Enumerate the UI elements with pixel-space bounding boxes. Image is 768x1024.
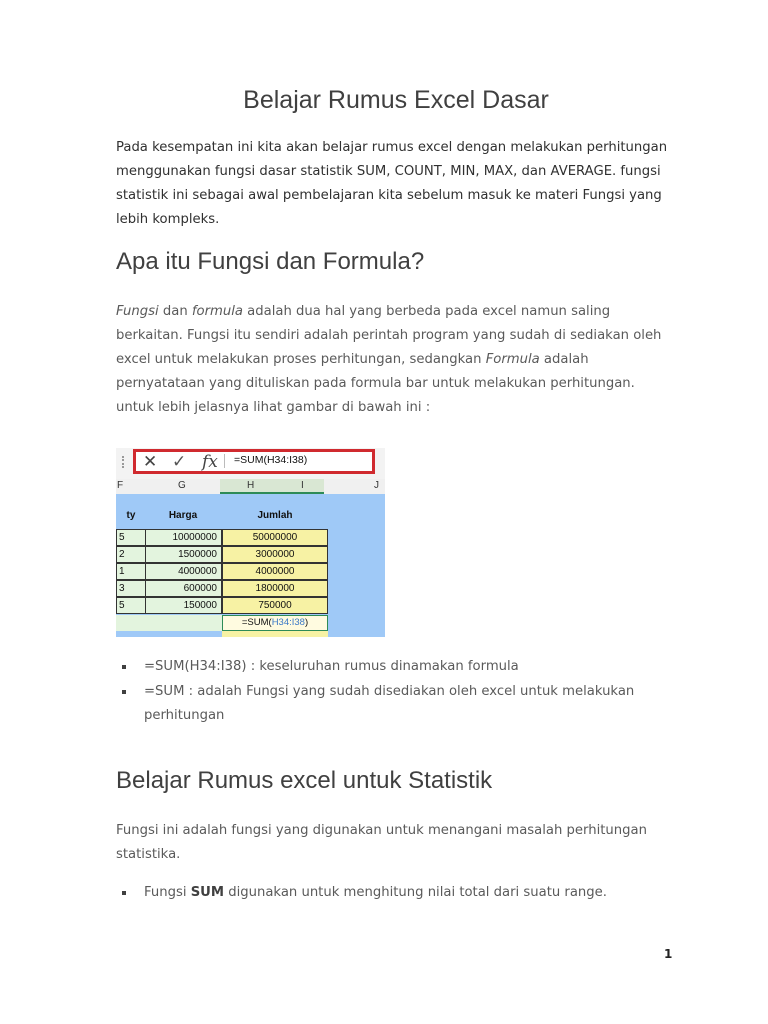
col-header-g: G (178, 480, 186, 491)
col-header-j: J (374, 480, 379, 491)
cell-qty: 5 (116, 529, 146, 546)
bullet-icon (122, 891, 126, 895)
statistik-bullet-list (116, 881, 656, 906)
selected-columns-highlight (220, 479, 324, 494)
page-title: Belajar Rumus Excel Dasar (243, 86, 549, 114)
spreadsheet-grid (116, 494, 385, 637)
word-formula: formula (191, 304, 243, 319)
header-harga: Harga (168, 510, 198, 521)
editing-cell: =SUM(H34:I38) (222, 615, 328, 631)
below-cell (222, 631, 328, 637)
col-header-f: F (117, 480, 124, 491)
section-heading-statistik: Belajar Rumus excel untuk Statistik (116, 767, 493, 794)
excel-screenshot (116, 448, 385, 637)
header-jumlah: Jumlah (257, 510, 293, 521)
cell-harga: 10000000 (145, 529, 222, 546)
statistik-paragraph: Fungsi ini adalah fungsi yang digunakan untuk menangani masalah perhitungan statistika. (116, 823, 647, 862)
list-item: =SUM : adalah Fungsi yang sudah disediakan oleh excel untuk melakukan perhitungan (116, 680, 656, 729)
cell-harga: 600000 (145, 580, 222, 597)
cell-harga: 150000 (145, 597, 222, 614)
list-item: Fungsi SUM digunakan untuk menghitung nilai total dari suatu range. (116, 881, 656, 906)
header-qty: ty (126, 510, 136, 521)
intro-paragraph: Pada kesempatan ini kita akan belajar rumus excel dengan melakukan perhitungan menggunakan fungsi dasar statistik SUM, COUNT, MIN, MAX, dan AVERAGE. fungsi statistik ini sebagai awal pembelajaran kita sebelum masuk ke materi Fungsi yang lebih kompleks. (116, 140, 668, 227)
empty-total-cell (116, 615, 222, 631)
col-header-h: H (247, 480, 255, 491)
cell-qty: 2 (116, 546, 146, 563)
formula-bar (116, 448, 385, 479)
page-number: 1 (664, 947, 673, 961)
cell-jumlah: 1800000 (222, 580, 328, 597)
word-formula-cap: Formula (485, 352, 540, 367)
formula-bullet-list (116, 655, 656, 729)
cell-harga: 4000000 (145, 563, 222, 580)
col-header-i: I (301, 480, 304, 491)
fungsi-formula-paragraph: Fungsi dan formula adalah dua hal yang berbeda pada excel namun saling berkaitan. Fungsi itu sendiri adalah perintah program yang sudah di sediakan oleh excel untuk melakukan proses perhitungan, sedangkan Formula adalah pernyatataan yang dituliskan pada formula bar untuk melakukan perhitungan. untuk lebih jelasnya lihat gambar di bawah ini : (116, 304, 662, 415)
cell-jumlah: 3000000 (222, 546, 328, 563)
cell-jumlah: 50000000 (222, 529, 328, 546)
fx-icon: fx (202, 452, 218, 472)
cell-qty: 3 (116, 580, 146, 597)
section-heading-fungsi-formula: Apa itu Fungsi dan Formula? (116, 248, 425, 275)
cancel-icon: ✕ (143, 452, 158, 472)
check-icon: ✓ (172, 452, 187, 472)
cell-qty: 5 (116, 597, 146, 614)
cell-jumlah: 4000000 (222, 563, 328, 580)
bullet-icon (122, 690, 126, 694)
cell-harga: 1500000 (145, 546, 222, 563)
cell-qty: 1 (116, 563, 146, 580)
formula-text: =SUM(H34:I38) (234, 454, 308, 466)
drag-handle (122, 456, 126, 468)
formula-separator (224, 454, 225, 468)
cell-jumlah: 750000 (222, 597, 328, 614)
bullet-icon (122, 665, 126, 669)
list-item: =SUM(H34:I38) : keseluruhan rumus dinamakan formula (116, 655, 656, 680)
column-headers (116, 479, 385, 495)
word-fungsi: Fungsi (116, 304, 159, 319)
